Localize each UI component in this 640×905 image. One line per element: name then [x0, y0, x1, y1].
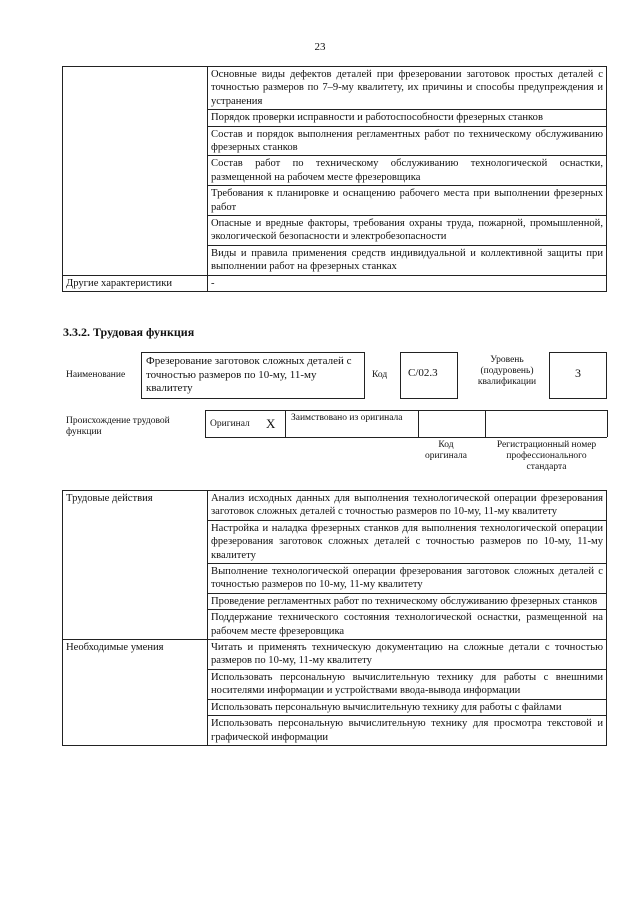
table-cell: Требования к планировке и оснащению рабочего места при выполнении фрезерных работ — [208, 186, 607, 216]
table-cell: Состав и порядок выполнения регламентных работ по техническому обслуживанию фрезерных станков — [208, 126, 607, 156]
table-cell: Использовать персональную вычислительную технику для работы с файлами — [208, 699, 607, 715]
table-row — [63, 491, 607, 521]
level-label: Уровень (подуровень) квалификации — [477, 355, 537, 387]
function-name-value: Фрезерование заготовок сложных деталей с точностью размеров по 10-му, 11-му квалитету — [141, 352, 365, 399]
table-cell: - — [208, 275, 607, 291]
origin-code-label: Код оригинала — [425, 440, 467, 461]
name-label: Наименование — [66, 370, 126, 380]
function-details-table — [62, 490, 607, 746]
level-value: 3 — [549, 352, 607, 399]
section-heading: 3.3.2. Трудовая функция — [63, 325, 195, 339]
original-label: Оригинал — [210, 419, 250, 429]
table-cell: Использовать персональную вычислительную технику для работы с внешними носителями информации и устройствами ввода-вывода информации — [208, 669, 607, 699]
table-cell: Поддержание технического состояния технологической оснастки, размещенной на рабочем месте фрезеровщика — [208, 610, 607, 640]
table-cell: Настройка и наладка фрезерных станков для выполнения технологической операции фрезерования заготовок сложных деталей с точностью размеров по 10-му, 11-му квалитету — [208, 520, 607, 563]
page-number: 23 — [314, 41, 326, 53]
table-cell: Выполнение технологической операции фрезерования заготовок сложных деталей с точностью размеров по 10-му, 11-му квалитету — [208, 564, 607, 594]
group-label: Трудовые действия — [63, 491, 208, 640]
table-row — [63, 640, 607, 670]
row-label — [63, 67, 208, 276]
borrowed-label: Заимствовано из оригинала — [291, 413, 403, 423]
table-cell: Опасные и вредные факторы, требования охраны труда, пожарной, промышленной, экологической безопасности и электробезопасности — [208, 216, 607, 246]
table-row — [63, 67, 607, 110]
row-label: Другие характеристики — [63, 275, 208, 291]
reg-number-label: Регистрационный номер профессионального стандарта — [496, 440, 597, 472]
table-row — [63, 275, 607, 291]
code-label: Код — [372, 370, 388, 380]
table-cell: Основные виды дефектов деталей при фрезеровании заготовок простых деталей с точностью размеров по 7–9-му квалитету, их причины и способы предупреждения и устранения — [208, 67, 607, 110]
table-cell: Порядок проверки исправности и работоспособности фрезерных станков — [208, 110, 607, 126]
table-cell: Проведение регламентных работ по техническому обслуживанию фрезерных станков — [208, 593, 607, 609]
origin-label: Происхождение трудовой функции — [66, 416, 170, 437]
table-cell: Состав работ по техническому обслуживанию технологической оснастки, размещенной на рабочем месте фрезеровщика — [208, 156, 607, 186]
group-label: Необходимые умения — [63, 640, 208, 746]
function-code-value: C/02.3 — [400, 352, 458, 399]
original-mark: X — [266, 416, 276, 431]
table-cell: Анализ исходных данных для выполнения технологической операции фрезерования заготовок сложных деталей с точностью размеров по 10-му, 11-му квалитету — [208, 491, 607, 521]
table-cell: Читать и применять техническую документацию на сложные детали с точностью размеров по 10-му, 11-му квалитету — [208, 640, 607, 670]
table-cell: Использовать персональную вычислительную технику для просмотра текстовой и графической информации — [208, 716, 607, 746]
characteristics-table — [62, 66, 607, 292]
table-cell: Виды и правила применения средств индивидуальной и коллективной защиты при выполнении работ на фрезерных станках — [208, 245, 607, 275]
